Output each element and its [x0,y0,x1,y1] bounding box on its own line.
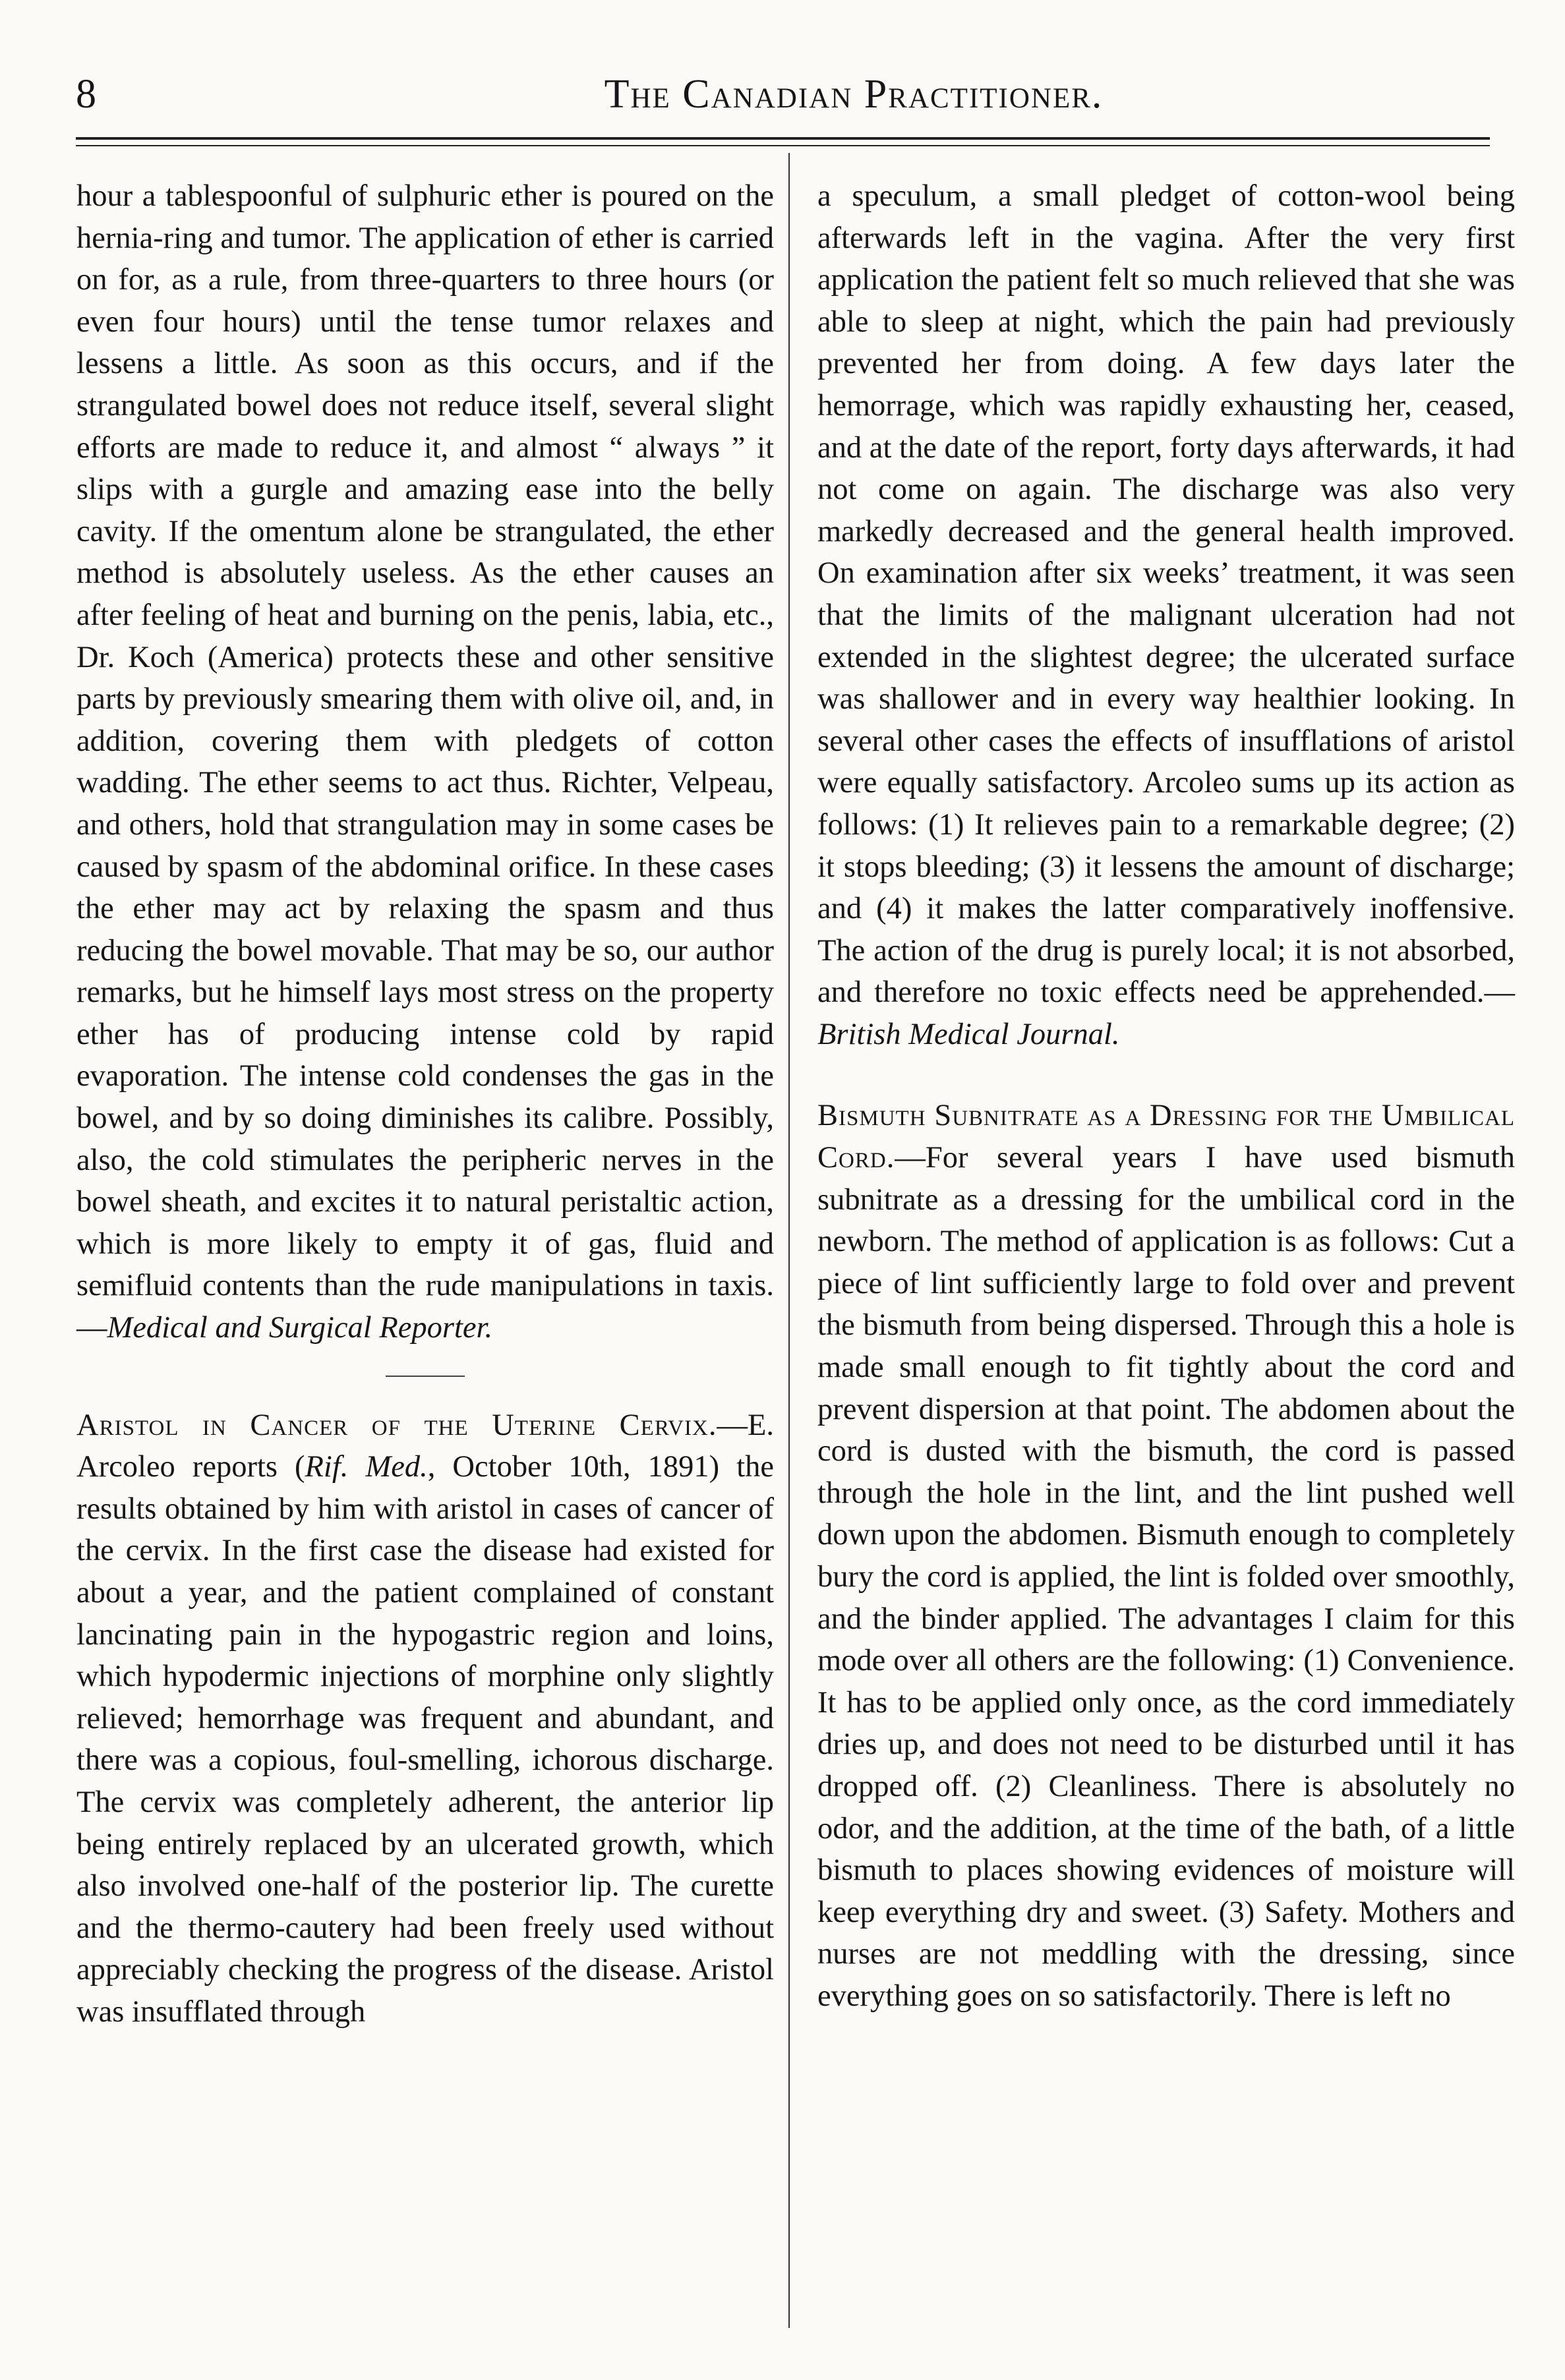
bismuth-body: —For several years I have used bismuth subnitrate as a dressing for the umbilical cord in the newborn. The method of application is as follows: Cut a piece of lint sufficiently large to fold over and prevent the bismuth from being dispersed. Through this a hole is made small enough to fit tightly about the cord and prevent dispersion at that point. The abdomen about the cord is dusted with the bismuth, the cord is passed through the hole in the lint, and the lint pushed well down upon the abdomen. Bismuth enough to completely bury the cord is applied, the lint is folded over smoothly, and the binder applied. The advantages I claim for this mode over all others are the following: (1) Convenience. It has to be applied only once, as the cord immediately dries up, and does not need to be disturbed until it has dropped off. (2) Cleanliness. There is absolutely no odor, and the addition, at the time of the bath, of a little bismuth to places showing evidences of moisture will keep everything dry and sweet. (3) Safety. Mothers and nurses are not meddling with the dressing, since everything goes on so satisfactorily. There is left no [817,1141,1515,2013]
right-column [817,175,1515,2017]
aristol-citation: Rif. Med. [305,1450,428,1484]
section-gap [817,1055,1515,1095]
bismuth-heading: Bismuth Subnitrate as a Dressing for the Umbilical Cord. [817,1099,1515,1175]
running-title: The Canadian Practitioner. [604,72,1104,117]
aristol-heading: Aristol in Cancer of the Uterine Cervix. [76,1408,717,1442]
aristol-body: , October 10th, 1891) the results obtained by him with aristol in cases of cancer of the cervix. In the first case the disease had existed for about a year, and the patient complained of constant lancinating pain in the hypogastric region and loins, which hypodermic injections of morphine only slightly relieved; hemorrhage was frequent and abundant, and there was a copious, foul-smelling, ichorous discharge. The cervix was completely adherent, the anterior lip being entirely replaced by an ulcerated growth, which also involved one-half of the posterior lip. The curette and the thermo-cautery had been freely used without appreciably checking the progress of the disease. Aristol was insufflated through [76,1450,775,2029]
aristol-article [76,1405,774,2033]
bismuth-article [817,1095,1515,2017]
aristol-continuation [817,175,1515,1055]
page-header [76,65,1487,124]
page-number: 8 [76,72,96,117]
aristol-source: British Medical Journal. [817,1017,1120,1051]
aristol-continuation-text: a speculum, a small pledget of cotton-wool being afterwards left in the vagina. After the very first application the patient felt so much relieved that she was able to sleep at night, which the pain had previously prevented her from doing. A few days later the hemorrage, which was rapidly exhausting her, ceased, and at the date of the report, forty days afterwards, it had not come on again. The discharge was also very markedly decreased and the general health improved. On examination after six weeks’ treatment, it was seen that the limits of the malignant ulceration had not extended in the slightest degree; the ulcerated surface was shallower and in every way healthier looking. In several other cases the effects of insufflations of aristol were equally satisfactory. Arcoleo sums up its action as follows: (1) It relieves pain to a remarkable degree; (2) it stops bleeding; (3) it lessens the amount of discharge; and (4) it makes the latter comparatively inoffensive. The action of the drug is purely local; it is not absorbed, and therefore no toxic effects need be apprehended.— [817,179,1515,1010]
hernia-ether-paragraph [76,175,774,1349]
aristol-lead: —E. Arcoleo reports ( [76,1408,774,1484]
section-separator [386,1376,465,1377]
hernia-ether-source: Medical and Surgical Reporter. [107,1311,493,1345]
column-divider [788,153,790,2328]
hernia-ether-text: hour a tablespoonful of sulphuric ether is poured on the hernia-ring and tumor. The application of ether is carried on for, as a rule, from three-quarters to three hours (or even four hours) until the tense tumor relaxes and lessens a little. As soon as this occurs, and if the strangulated bowel does not reduce itself, several slight efforts are made to reduce it, and almost “ always ” it slips with a gurgle and amazing ease into the belly cavity. If the omentum alone be strangulated, the ether method is absolutely useless. As the ether causes an after feeling of heat and burning on the penis, labia, etc., Dr. Koch (America) protects these and other sensitive parts by previously smearing them with olive oil, and, in addition, covering them with pledgets of cotton wadding. The ether seems to act thus. Richter, Velpeau, and others, hold that strangulation may in some cases be caused by spasm of the abdominal orifice. In these cases the ether may act by relaxing the spasm and thus reducing the bowel movable. That may be so, our author remarks, but he himself lays most stress on the property ether has of producing intense cold by rapid evaporation. The intense cold condenses the gas in the bowel, and by so doing diminishes its calibre. Possibly, also, the cold stimulates the peripheric nerves in the bowel sheath, and excites it to natural peristaltic action, which is more likely to empty it of gas, fluid and semifluid contents than the rude manipulations in taxis.— [76,179,774,1345]
left-column [76,175,774,2033]
header-rule [76,137,1490,146]
